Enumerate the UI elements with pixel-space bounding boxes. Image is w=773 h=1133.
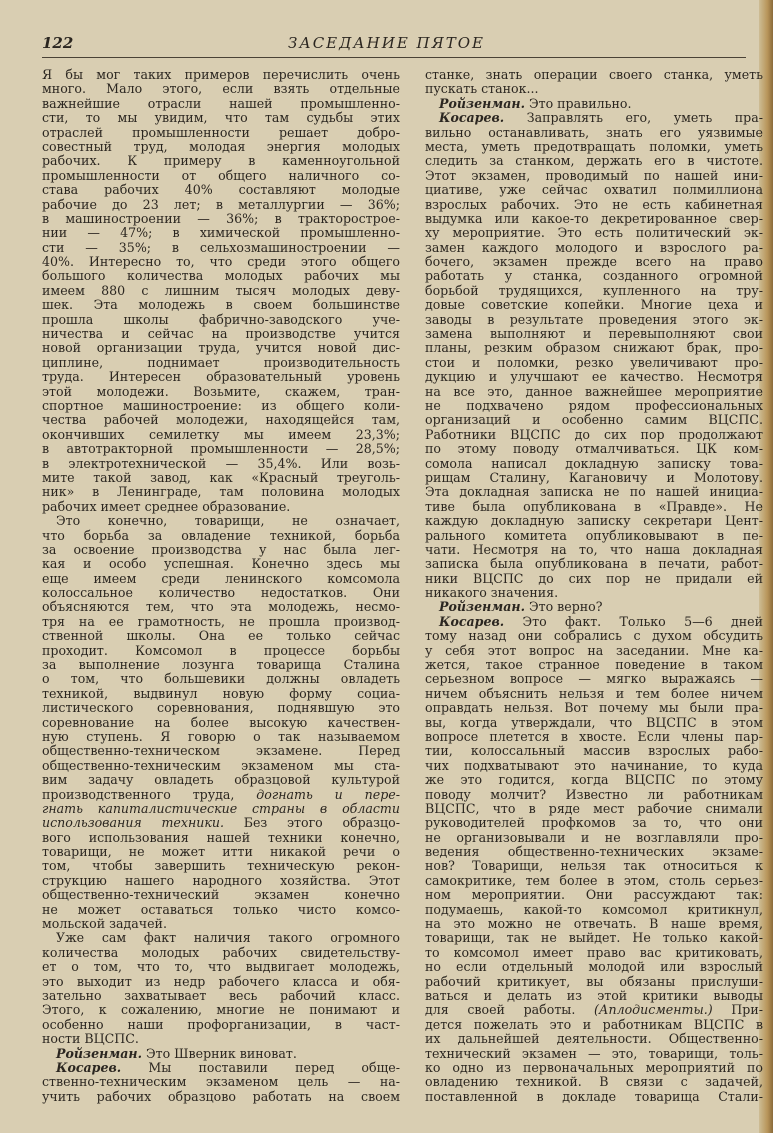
text-line — [42, 1047, 400, 1061]
text-line: пускать станок... — [425, 81, 539, 97]
text-line: совестный труд, молодая энергия молодых — [42, 138, 400, 154]
text-line: соревнование на более высокую качествен- — [42, 714, 400, 730]
text-line — [425, 615, 763, 629]
text-line: общественно-технический экзамен конечно — [42, 887, 400, 903]
text-line: вопросе плетется в хвосте. Если члены пар- — [425, 728, 763, 744]
text-line: ет о том, что то, что выдвигает молодежь, — [42, 959, 400, 975]
text-segment: Заправлять его, уметь пра- — [504, 110, 763, 126]
text-line: ху мероприятие. Это есть политический эк- — [425, 225, 763, 241]
text-line: никакого значения. — [425, 585, 559, 601]
text-line: 40%. Интересно то, что среди этого общего — [42, 254, 400, 270]
text-line: тому назад они собрались с духом обсудить — [425, 628, 763, 644]
text-line: ведения общественно-технических экзаме- — [425, 844, 763, 860]
text-line: сти, то мы увидим, что там судьбы этих — [42, 110, 400, 126]
text-line: планы, резким образом снижают брак, про- — [425, 340, 763, 356]
text-line: вим задачу овладеть образцовой культурой — [42, 772, 400, 788]
text-line: серьезном вопросе — мягко выражаясь — — [425, 671, 763, 687]
text-line: но если отдельный молодой или взрослый — [425, 959, 763, 975]
text-line: станке, знать операции своего станка, уметь — [425, 67, 763, 82]
text-line: по этому поводу отмалчиваться. ЦК ком- — [425, 441, 763, 457]
text-line: у себя этот вопрос на заседании. Мне ка- — [425, 642, 763, 658]
text-line: учить рабочих образцово работать на своем — [42, 1088, 400, 1104]
text-line: за выполнение лозунга товарища Сталина — [42, 657, 400, 673]
text-line: труда. Интересен образовательный уровень — [42, 369, 400, 385]
text-line: рищам Сталину, Кагановичу и Молотову. — [425, 469, 763, 485]
text-line: мите такой завод, как «Красный треуголь- — [42, 469, 400, 485]
text-line: ВЦСПС, что в ряде мест рабочие снимали — [425, 800, 763, 816]
text-line: нов? Товарищи, нельзя так относиться к — [425, 858, 763, 874]
text-line: особенно наши профорганизации, в част- — [42, 1016, 400, 1032]
text-line: чати. Несмотря на то, что наша докладная — [425, 541, 763, 557]
text-line: Я бы мог таких примеров перечислить очень — [42, 67, 400, 82]
text-line: в автотракторной промышленности — 28,5%; — [42, 441, 400, 457]
page-number: 122 — [42, 34, 74, 52]
text-line: заводы в результате проведения этого эк- — [425, 311, 763, 327]
text-segment: Мы поставили перед обще- — [121, 1059, 400, 1075]
text-line: ном мероприятии. Они рассуждают так: — [425, 887, 763, 903]
text-segment: производственного труда, — [42, 786, 257, 802]
text-line: количества молодых рабочих свидетельству- — [42, 944, 400, 960]
text-segment: для своей работы. — [425, 1002, 595, 1018]
text-line: мольской задачей. — [42, 916, 167, 932]
text-line: окончивших семилетку мы имеем 23,3%; — [42, 426, 400, 442]
text-line: рабочие до 23 лет; в металлургии — 36%; — [42, 196, 400, 212]
text-line: замен каждого молодого и взрослого ра- — [425, 239, 763, 255]
text-line: тря на ее грамотность, не прошла производ- — [42, 613, 400, 629]
text-line: кая и особо успешная. Конечно здесь мы — [42, 556, 400, 572]
italic-text: (Аплодисменты.) — [594, 1002, 713, 1018]
text-line: Работники ВЦСПС до сих пор продолжают — [425, 426, 763, 442]
text-line: в электротехнической — 35,4%. Или возь- — [42, 455, 400, 471]
text-line: борьбой трудящихся, купленного на тру- — [425, 282, 763, 298]
italic-text: гнать капиталистические страны в области — [42, 800, 400, 816]
text-line: промышленности от общего наличного со- — [42, 167, 400, 183]
text-line: циплине, поднимает производительность — [42, 354, 400, 370]
text-line: замена выполняют и перевыполняют свои — [425, 326, 763, 342]
text-line: тии, колоссальный массив взрослых рабо- — [425, 743, 763, 759]
text-segment: Без этого образцо- — [224, 815, 400, 831]
text-line: общественно-техническим экзаменом мы ста- — [42, 757, 400, 773]
text-line: имеем 880 с лишним тысяч молодых деву- — [42, 282, 400, 298]
text-line: довые советские копейки. Многие цеха и — [425, 297, 763, 313]
text-line: струкцию нашего народного хозяйства. Этот — [42, 872, 400, 888]
text-line: их дальнейшей деятельности. Общественно- — [425, 1031, 763, 1047]
text-segment: Это верно? — [524, 599, 603, 615]
text-line: ваться и делать из этой критики выводы — [425, 988, 763, 1003]
text-line: ко одно из первоначальных мероприятий по — [425, 1059, 763, 1075]
text-line — [425, 111, 763, 125]
text-line: дукцию и улучшают ее качество. Несмотря — [425, 369, 763, 385]
text-line: вы, когда утверждали, что ВЦСПС в этом — [425, 714, 763, 730]
text-line: общественно-техническом экзамене. Перед — [42, 743, 400, 759]
text-line: вого использования нашей техники конечно, — [42, 829, 400, 845]
text-line: ственно-техническим экзаменом цель — на- — [42, 1074, 400, 1090]
text-line: подумаешь, какой-то комсомол критикнул, — [425, 901, 763, 917]
text-line: места, уметь предотвращать поломки, уметь — [425, 138, 763, 154]
text-line: жется, такое странное поведение в таком — [425, 657, 763, 673]
text-line: овладению техникой. В связи с задачей, — [425, 1074, 763, 1090]
text-line: еще имеем среди ленинского комсомола — [42, 570, 400, 586]
text-line — [42, 1061, 400, 1075]
text-line: нии — 47%; в химической промышленно- — [42, 225, 400, 241]
text-line: каждую докладную записку секретари Цент- — [425, 513, 763, 529]
text-line: отраслей промышленности решает добро- — [42, 124, 400, 140]
speaker-name: Косарев. — [56, 1059, 122, 1075]
text-line: рабочих имеет среднее образование. — [42, 498, 291, 514]
text-line: ничества и сейчас на производстве учится — [42, 326, 400, 342]
text-line: Уже сам факт наличия такого огромного — [56, 930, 400, 946]
text-line: объясняются тем, что эта молодежь, несмо- — [42, 599, 400, 615]
running-title: ЗАСЕДАНИЕ ПЯТОЕ — [287, 34, 485, 52]
text-line: вильно останавливать, знать его уязвимые — [425, 124, 763, 140]
text-line: тиве была опубликована в «Правде». Не — [425, 498, 763, 514]
text-line: не организовывали и не возглавляли про- — [425, 829, 763, 845]
text-line: на это можно не отвечать. В наше время, — [425, 916, 763, 932]
text-line: Этот экзамен, проводимый по нашей ини- — [425, 167, 763, 183]
text-line: рального комитета опубликовывают в пе- — [425, 527, 763, 543]
text-line: работать у станка, созданного огромной — [425, 268, 763, 284]
text-line: взрослых рабочих. Это не есть кабинетная — [425, 196, 763, 212]
text-line: о том, что большевики должны овладеть — [42, 671, 400, 687]
text-line: прошла школы фабрично-заводского уче- — [42, 311, 400, 327]
text-line: сомола написал докладную записку това- — [425, 455, 763, 471]
text-line: что борьба за овладение техникой, борьба — [42, 527, 400, 543]
text-line: следить за станком, держать его в чистоте. — [425, 153, 763, 169]
text-line: ности ВЦСПС. — [42, 1031, 139, 1047]
text-line: листического соревнования, поднявшую это — [42, 700, 400, 716]
text-line: бочего, экзамен прежде всего на право — [425, 254, 763, 270]
text-line: руководителей профкомов за то, что они — [425, 815, 763, 831]
text-line — [42, 802, 400, 816]
text-line: оправдать нельзя. Вот почему мы были пра- — [425, 700, 763, 716]
text-line: техникой, выдвинул новую форму социа- — [42, 685, 400, 701]
text-line — [42, 788, 400, 802]
text-line: товарищи, не может итти никакой речи о — [42, 844, 400, 860]
text-line: Этого, к сожалению, многие не понимают и — [42, 1002, 400, 1018]
text-line: то комсомол имеет право вас критиковать, — [425, 944, 763, 960]
speaker-name: Косарев. — [439, 613, 505, 629]
text-line — [42, 816, 400, 830]
text-line: поводу молчит? Известно ли работникам — [425, 786, 763, 802]
text-line: шек. Эта молодежь в своем большинстве — [42, 297, 400, 313]
header-rule — [42, 57, 746, 58]
text-line — [425, 1003, 763, 1017]
text-line: важнейшие отрасли нашей промышленно- — [42, 95, 400, 111]
text-line: технический экзамен — это, товарищи, толь- — [425, 1045, 763, 1061]
text-line: новой организации труда, учится новой дис- — [42, 340, 400, 356]
text-line: на все это, данное важнейшее мероприятие — [425, 383, 763, 399]
text-line: в машиностроении — 36%; в тракторострое- — [42, 210, 400, 226]
text-line: рабочих. К примеру в каменноугольной — [42, 153, 400, 169]
text-line: не может оставаться только чисто комсо- — [42, 901, 400, 917]
text-line: чества рабочей молодежи, находящейся там, — [42, 412, 400, 428]
text-line: организаций и особенно самим ВЦСПС. — [425, 412, 763, 428]
text-line: самокритике, тем более в этом, столь серьез- — [425, 872, 763, 888]
text-line: этой молодежи. Возьмите, скажем, тран- — [42, 383, 400, 399]
text-line: ную ступень. Я говорю о так называемом — [42, 728, 400, 744]
speaker-name: Ройзенман. — [439, 95, 525, 111]
italic-text: использования техники. — [42, 815, 224, 831]
text-line: сти — 35%; в сельхозмашиностроении — — [42, 239, 400, 255]
text-line: рабочий критикует, вы обязаны прислуши- — [425, 973, 763, 989]
speaker-name: Ройзенман. — [439, 599, 525, 615]
text-line: ственной школы. Она ее только сейчас — [42, 628, 400, 644]
text-line: это выходит из недр рабочего класса и обя- — [42, 973, 400, 989]
text-line: том, чтобы завершить техническую рекон- — [42, 858, 400, 874]
text-line: не подхвачено рядом профессиональных — [425, 397, 763, 413]
text-line: за освоение производства у нас была лег- — [42, 541, 400, 557]
text-line: ники ВЦСПС до сих пор не придали ей — [425, 570, 763, 586]
text-line: дется пожелать это и работникам ВЦСПС в — [425, 1016, 763, 1032]
text-line: става рабочих 40% составляют молодые — [42, 182, 400, 198]
text-line: циативе, уже сейчас охватил полмиллиона — [425, 182, 763, 198]
italic-text: догнать и пере- — [256, 786, 400, 802]
text-line: чих подхватывают это начинание, то куда — [425, 757, 763, 773]
text-line — [425, 600, 763, 614]
text-line: стои и поломки, резко увеличивают про- — [425, 354, 763, 370]
text-line: зательно захватывает весь рабочий класс. — [42, 988, 400, 1003]
text-line: большого количества молодых рабочих мы — [42, 268, 400, 284]
text-segment: Это Шверник виноват. — [141, 1045, 297, 1061]
speaker-name: Косарев. — [439, 110, 505, 126]
text-line: записка была опубликована в печати, работ- — [425, 556, 763, 572]
text-line — [425, 97, 763, 111]
text-line: поставленной в докладе товарища Стали- — [425, 1088, 763, 1104]
text-segment: Это правильно. — [524, 95, 632, 111]
text-line: колоссальное количество недостатков. Они — [42, 585, 400, 601]
text-line: много. Мало этого, если взять отдельные — [42, 81, 400, 97]
text-line: же это годится, когда ВЦСПС по этому — [425, 772, 763, 788]
text-line: Эта докладная записка не по нашей инициа- — [425, 484, 763, 500]
left-column — [42, 68, 400, 1104]
speaker-name: Ройзенман. — [56, 1045, 142, 1061]
text-line: спортное машиностроение: из общего коли- — [42, 397, 400, 413]
text-line: товарищи, так не выйдет. Не только какой- — [425, 930, 763, 946]
text-line: проходит. Комсомол в процессе борьбы — [42, 642, 400, 658]
right-column — [425, 68, 763, 1104]
text-segment: При- — [712, 1002, 764, 1018]
text-segment: Это факт. Только 5—6 дней — [504, 613, 763, 629]
text-line: Это конечно, товарищи, не означает, — [56, 513, 400, 529]
text-line: ник» в Ленинграде, там половина молодых — [42, 484, 400, 500]
text-line: ничем объяснить нельзя и тем более ничем — [425, 685, 763, 701]
text-line: выдумка или какое-то декретированное свер- — [425, 210, 763, 226]
